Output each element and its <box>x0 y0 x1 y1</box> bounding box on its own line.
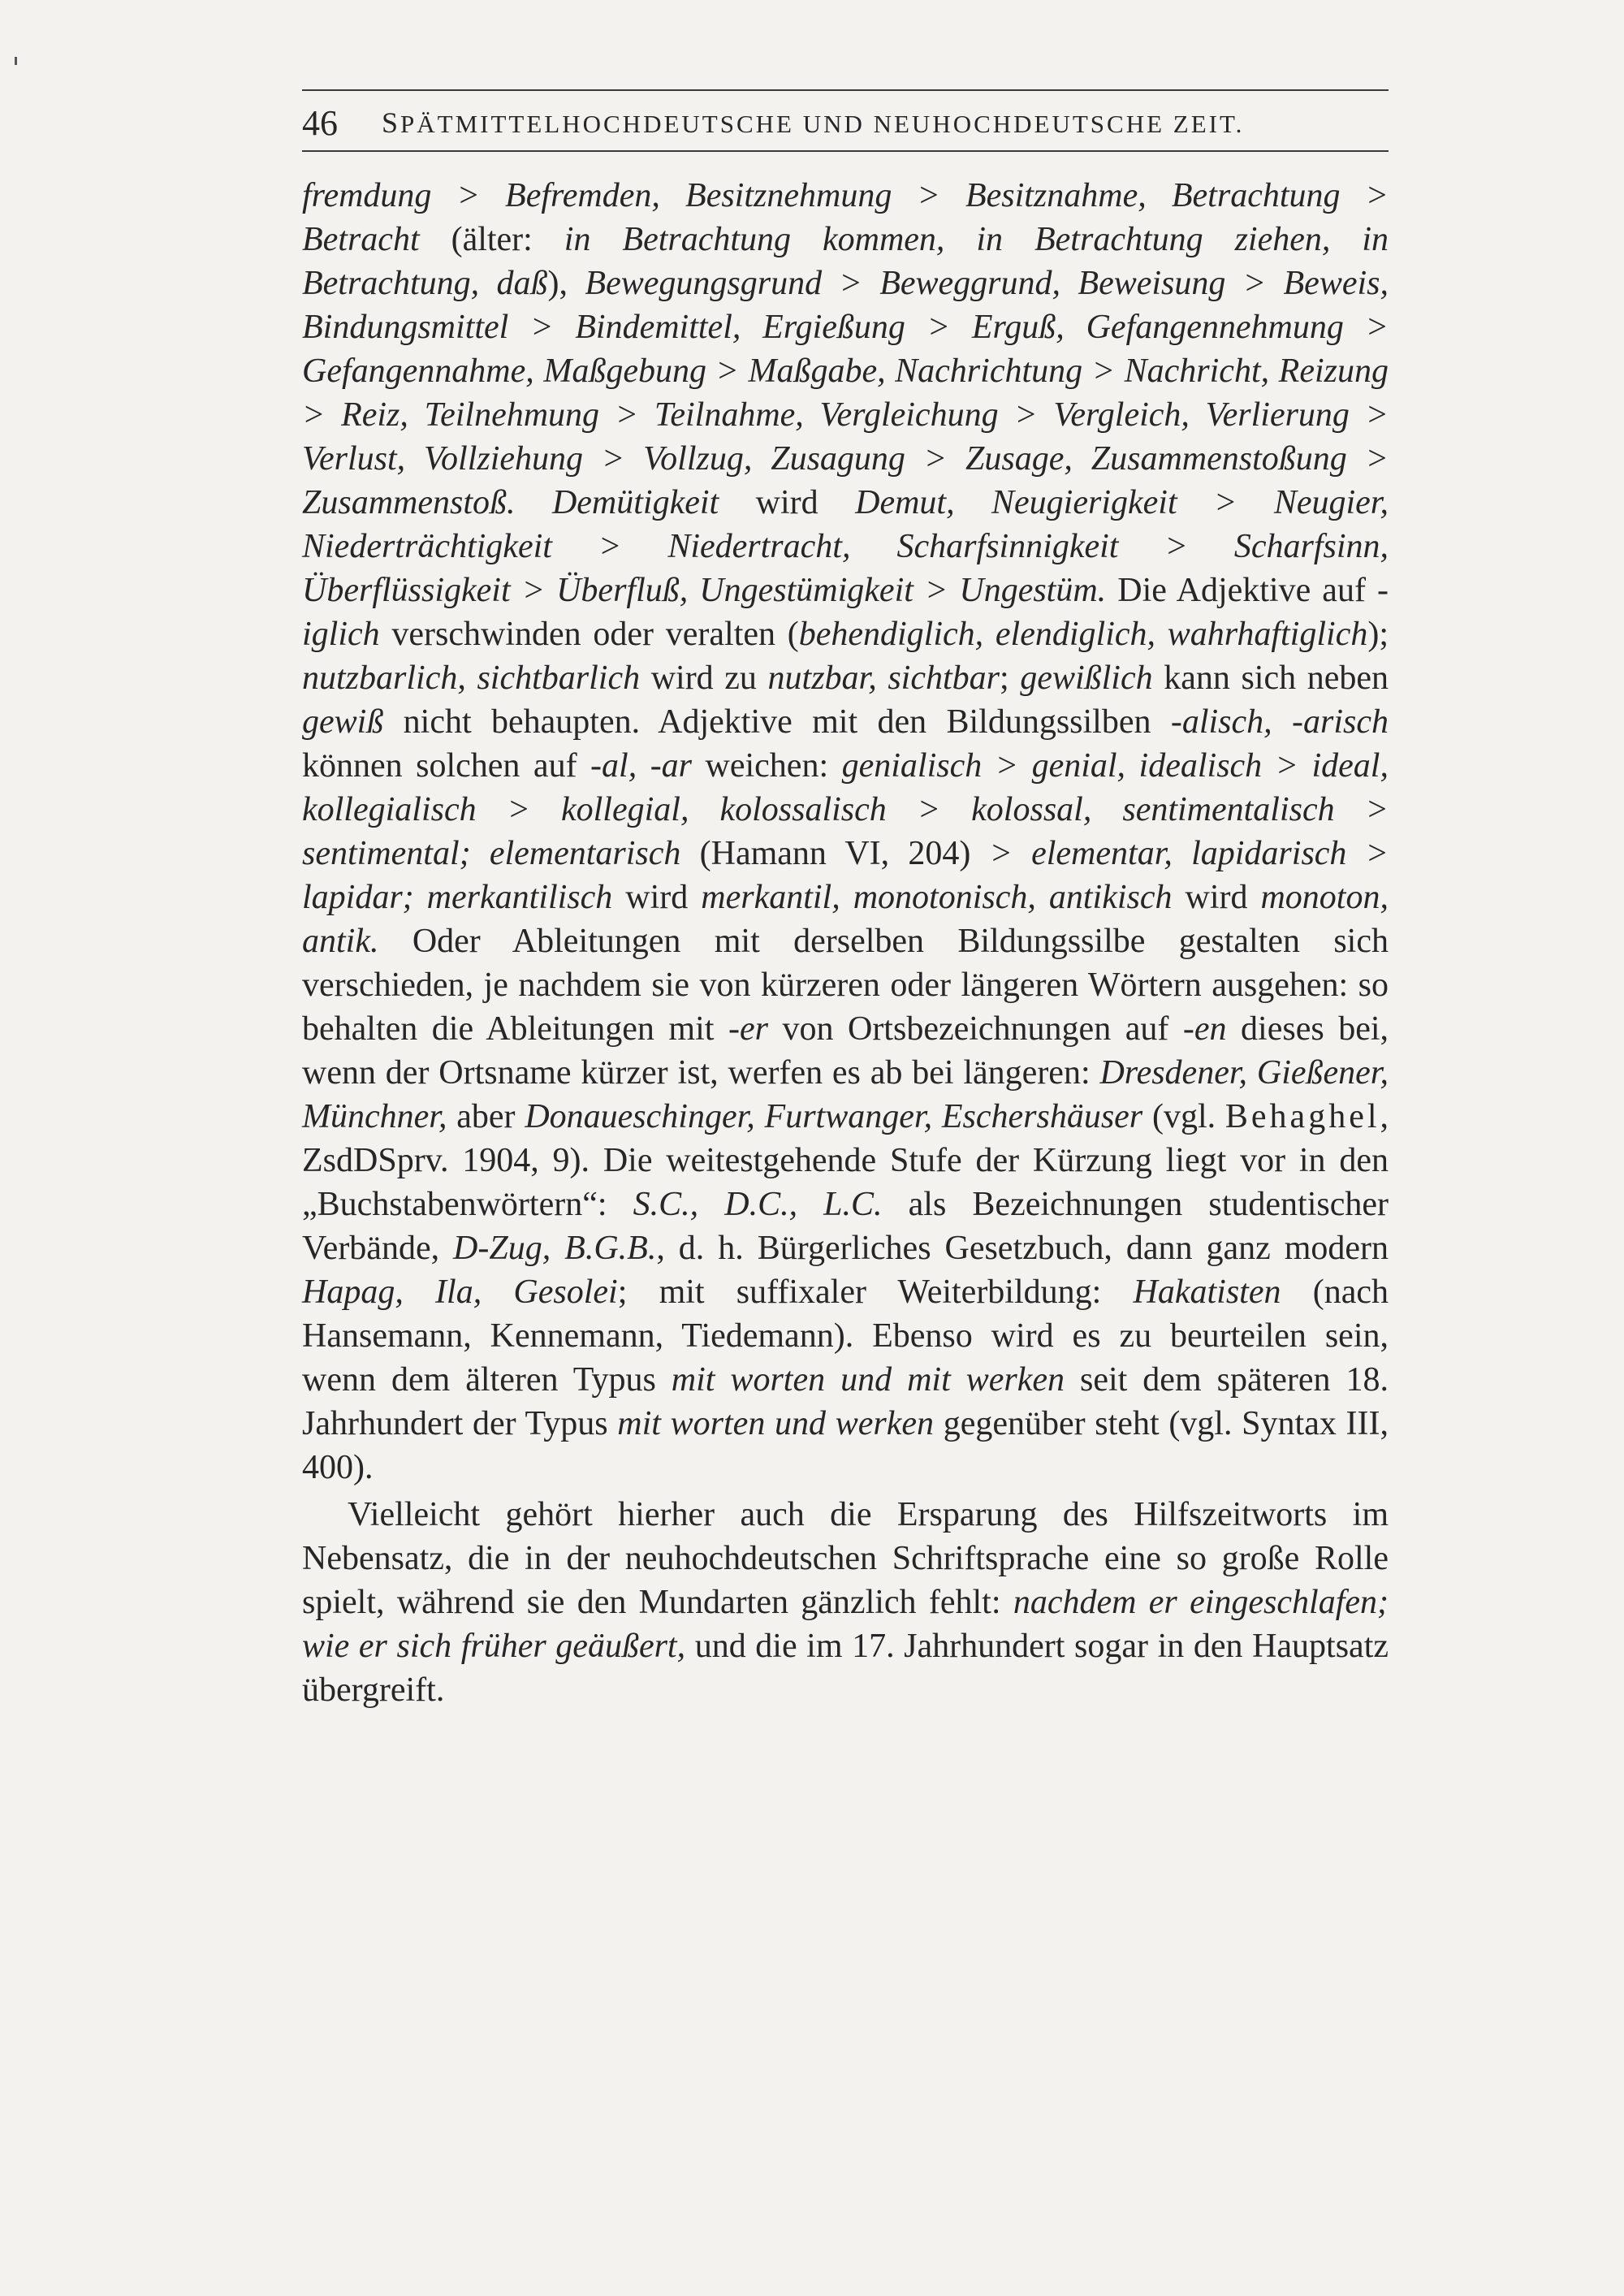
text-run: wird zu <box>640 659 768 697</box>
text-run: ; mit suffixaler Weiterbildung: <box>617 1273 1134 1311</box>
text-run: seit dem späteren 18. Jahrhundert der Typus <box>302 1361 1389 1442</box>
text-run: mit worten und werken <box>617 1405 934 1442</box>
header-rule-top <box>302 89 1389 91</box>
text-run: (vgl. <box>1142 1098 1225 1135</box>
text-run: gewiß <box>302 703 384 741</box>
text-run: in Betrachtung kommen, in Betrachtung ziehen, in Betrachtung, daß <box>302 221 1389 302</box>
text-run: -alisch, -arisch <box>1170 703 1389 741</box>
text-run: weichen: <box>692 747 842 785</box>
text-run: dieses bei, wenn der Ortsname kürzer ist, werfen es ab bei längeren: <box>302 1010 1389 1092</box>
text-run: nutzbar, sichtbar <box>767 659 1000 697</box>
text-run: können solchen auf <box>302 747 591 785</box>
text-run: Dresdener, Gießener, Münchner, <box>302 1054 1389 1135</box>
text-run: Hakatisten <box>1133 1273 1281 1311</box>
text-run: fremdung > Befremden, Besitznehmung > Besitznahme, Betrachtung > Betracht <box>302 177 1389 258</box>
paragraph-2 <box>302 1493 1389 1712</box>
text-run: D-Zug, B.G.B. <box>453 1230 657 1267</box>
text-run: monoton, antik. <box>302 879 1389 960</box>
text-run: als Bezeichnungen studentischer Verbände, <box>302 1186 1389 1267</box>
text-run: gegenüber steht (vgl. Syntax III, 400). <box>302 1405 1389 1486</box>
text-run: nachdem er eingeschlafen; wie er sich früher geäußert, <box>302 1584 1389 1665</box>
body-text <box>302 174 1389 1712</box>
page-number: 46 <box>302 102 338 143</box>
text-run: -al, -ar <box>590 747 693 785</box>
text-run: verschwinden oder veralten ( <box>379 616 799 653</box>
text-run: (nach Hansemann, Kennemann, Tiedemann). Ebenso wird es zu beurteilen sein, wenn dem älteren Typus <box>302 1273 1389 1399</box>
text-run: -er <box>728 1010 768 1048</box>
text-run: aber <box>447 1098 525 1135</box>
text-run: und die im 17. Jahrhundert sogar in den Hauptsatz übergreift. <box>302 1628 1389 1709</box>
text-run: mit worten und mit werken <box>671 1361 1065 1399</box>
text-run: Demut, Neugierigkeit > Neugier, Niederträchtigkeit > Niedertracht, Scharfsinnigkeit > Scharfsinn, Überflüssigkeit > Überfluß, Ungestümigkeit > Ungestüm. <box>302 484 1389 609</box>
text-run: nicht behaupten. Adjektive mit den Bildungssilben <box>383 703 1171 741</box>
paragraph-1 <box>302 174 1389 1490</box>
text-run: S.C., D.C., L.C. <box>633 1186 883 1223</box>
text-run: wird <box>612 879 702 916</box>
text-run: kann sich neben <box>1152 659 1389 697</box>
text-run: von Ortsbezeichnungen auf <box>767 1010 1183 1048</box>
text-run: Donaueschinger, Furtwanger, Eschershäuser <box>525 1098 1143 1135</box>
text-run: wird <box>719 484 856 521</box>
text-run: > elementar, lapidarisch > lapidar; merkantilisch <box>302 835 1389 916</box>
text-run: Behaghel <box>1224 1098 1380 1135</box>
text-run: , d. h. Bürgerliches Gesetzbuch, dann ganz modern <box>656 1230 1389 1267</box>
text-run: (älter: <box>419 221 564 258</box>
text-run: -en <box>1182 1010 1227 1048</box>
text-run: Die Adjektive auf <box>1106 572 1377 609</box>
text-run: ); <box>1367 616 1389 653</box>
text-run: genialisch > genial, idealisch > ideal, kollegialisch > kollegial, kolossalisch > kolossal, sentimentalisch > sentimental; elementarisch <box>302 747 1389 872</box>
margin-mark <box>15 57 17 65</box>
text-run: -iglich <box>302 572 1389 653</box>
text-run: Vielleicht gehört hierher auch die Ersparung des Hilfszeitworts im Nebensatz, die in der neuhochdeutschen Schriftsprache eine so große Rolle spielt, während sie den Mundarten gänzlich fehlt: <box>302 1496 1389 1621</box>
text-run: Bewegungsgrund > Beweggrund, Beweisung > Beweis, Bindungsmittel > Bindemittel, Ergießung > Erguß, Gefangennehmung > Gefangennahme, Maßgebung > Maßgabe, Nachrichtung > Nachricht, Reizung > Reiz, Teilnehmung > Teilnahme, Vergleichung > Vergleich, Verlierung > Verlust, Vollziehung > Vollzug, Zusagung > Zusage, Zusammenstoßung > Zusammenstoß. Demütigkeit <box>302 265 1389 521</box>
text-run: merkantil, monotonisch, antikisch <box>701 879 1173 916</box>
page-header <box>302 97 1389 148</box>
text-run: wird <box>1172 879 1261 916</box>
text-run: (Hamann VI, 204) <box>680 835 990 872</box>
text-run: Oder Ableitungen mit derselben Bildungssilbe gestalten sich verschieden, je nachdem sie von kürzeren oder längeren Wörtern ausgehen: so behalten die Ableitungen mit <box>302 923 1389 1048</box>
header-rule-bottom <box>302 150 1389 152</box>
running-title: SPÄTMITTELHOCHDEUTSCHE UND NEUHOCHDEUTSCHE ZEIT. <box>382 106 1245 139</box>
text-run: nutzbarlich, sichtbarlich <box>302 659 641 697</box>
text-run: gewißlich <box>1020 659 1153 697</box>
text-run: , ZsdDSprv. 1904, 9). Die weitestgehende Stufe der Kürzung liegt vor in den „Buchstabenwörtern“: <box>302 1098 1389 1223</box>
text-run: ), <box>547 265 585 302</box>
text-run: Hapag, Ila, Gesolei <box>302 1273 618 1311</box>
text-run: behendiglich, elendiglich, wahrhaftiglich <box>798 616 1368 653</box>
text-run: ; <box>1000 659 1021 697</box>
